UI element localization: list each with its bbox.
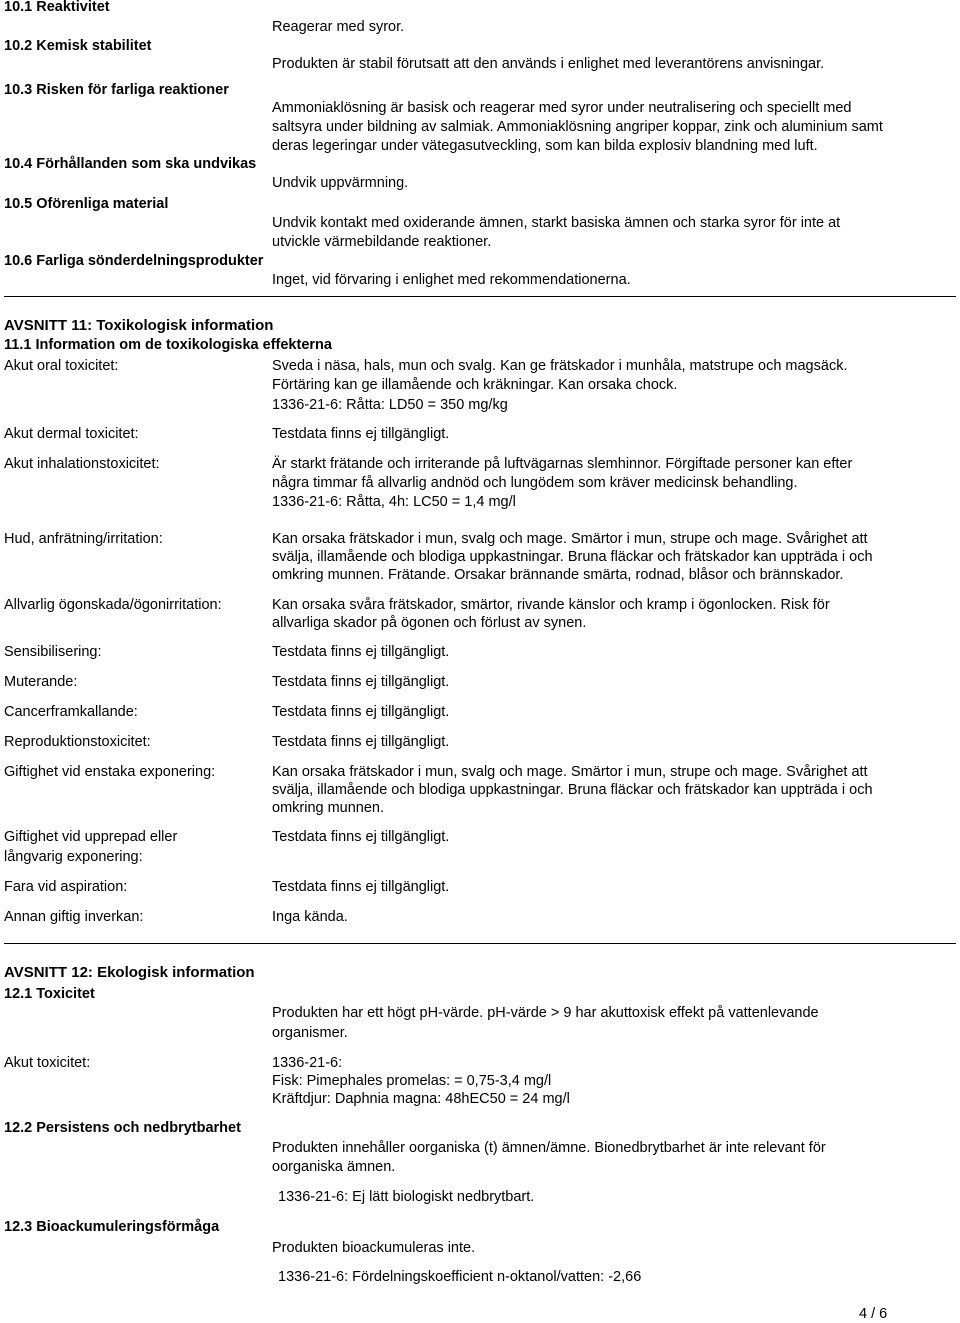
tox-value-skin-line1: Kan orsaka frätskador i mun, svalg och mage. Smärtor i mun, strupe och mage. Svårighet att — [272, 531, 868, 547]
tox-value-eye-line2: allvarliga skador på ögonen och förlust av synen. — [272, 615, 587, 631]
tox-value-other: Inga kända. — [272, 909, 348, 925]
heading-10-1: 10.1 Reaktivitet — [4, 0, 110, 15]
section-11-title: AVSNITT 11: Toxikologisk information — [4, 317, 274, 334]
text-10-6: Inget, vid förvaring i enlighet med rekommendationerna. — [272, 272, 631, 288]
tox-label-aspiration: Fara vid aspiration: — [4, 879, 128, 895]
tox-label-carcinogenic: Cancerframkallande: — [4, 704, 138, 720]
eco-value-acute-cas: 1336-21-6: — [272, 1055, 343, 1071]
heading-10-6: 10.6 Farliga sönderdelningsprodukter — [4, 253, 264, 269]
tox-label-reproductive: Reproduktionstoxicitet: — [4, 734, 151, 750]
tox-label-dermal: Akut dermal toxicitet: — [4, 426, 139, 442]
tox-label-mutagenic: Muterande: — [4, 674, 78, 690]
text-10-2: Produkten är stabil förutsatt att den används i enlighet med leverantörens anvisningar. — [272, 56, 825, 72]
eco-label-acute: Akut toxicitet: — [4, 1055, 91, 1071]
tox-value-single-exposure-line1: Kan orsaka frätskador i mun, svalg och mage. Smärtor i mun, strupe och mage. Svårighet att — [272, 764, 868, 780]
tox-value-mutagenic: Testdata finns ej tillgängligt. — [272, 674, 450, 690]
tox-value-skin-line2: svälja, illamående och blodiga uppkastningar. Bruna fläckar och frätskador kan uppträda i och — [272, 549, 873, 565]
heading-12-1: 12.1 Toxicitet — [4, 986, 95, 1002]
text-10-1: Reagerar med syror. — [272, 19, 405, 35]
heading-10-4: 10.4 Förhållanden som ska undvikas — [4, 156, 257, 172]
text-10-3-line3: deras legeringar under vätegasutveckling, som kan bilda explosiv blandning med luft. — [272, 138, 818, 154]
tox-label-repeated-exposure-line2: långvarig exponering: — [4, 849, 143, 865]
section-divider — [4, 296, 956, 297]
heading-10-3: 10.3 Risken för farliga reaktioner — [4, 82, 229, 98]
text-12-1-line2: organismer. — [272, 1025, 348, 1041]
tox-value-inhalation-lc50: 1336-21-6: Råtta, 4h: LC50 = 1,4 mg/l — [272, 494, 516, 510]
tox-label-other: Annan giftig inverkan: — [4, 909, 144, 925]
tox-value-carcinogenic: Testdata finns ej tillgängligt. — [272, 704, 450, 720]
tox-label-sensitization: Sensibilisering: — [4, 644, 102, 660]
tox-value-oral-line2: Förtäring kan ge illamående och kräkningar. Kan orsaka chock. — [272, 377, 678, 393]
eco-value-acute-fish: Fisk: Pimephales promelas: = 0,75-3,4 mg/l — [272, 1073, 552, 1089]
tox-value-aspiration: Testdata finns ej tillgängligt. — [272, 879, 450, 895]
tox-value-skin-line3: omkring munnen. Frätande. Orsakar brännande smärta, rodnad, blåsor och brännskador. — [272, 567, 844, 583]
heading-10-2: 10.2 Kemisk stabilitet — [4, 38, 152, 54]
text-10-4: Undvik uppvärmning. — [272, 175, 409, 191]
page-number: 4 / 6 — [859, 1306, 888, 1322]
tox-value-single-exposure-line2: svälja, illamående och blodiga uppkastningar. Bruna fläckar och frätskador kan uppträda i och — [272, 782, 873, 798]
text-10-5-line2: utvickle värmebildande reaktioner. — [272, 234, 492, 250]
tox-label-skin: Hud, anfrätning/irritation: — [4, 531, 163, 547]
text-10-3-line2: saltsyra under bildning av salmiak. Ammoniaklösning angriper koppar, zink och aluminium samt — [272, 119, 883, 135]
tox-label-repeated-exposure-line1: Giftighet vid upprepad eller — [4, 829, 178, 845]
text-12-2-line2: oorganiska ämnen. — [272, 1159, 396, 1175]
tox-label-eye: Allvarlig ögonskada/ögonirritation: — [4, 597, 222, 613]
tox-label-oral: Akut oral toxicitet: — [4, 358, 119, 374]
text-12-2-line1: Produkten innehåller oorganiska (t) ämnen/ämne. Bionedbrytbarhet är inte relevant för — [272, 1140, 826, 1156]
text-12-2-line3: 1336-21-6: Ej lätt biologiskt nedbrytbart. — [278, 1189, 535, 1205]
tox-value-inhalation-line1: Är starkt frätande och irriterande på luftvägarnas slemhinnor. Förgiftade personer kan efter — [272, 456, 853, 472]
tox-value-single-exposure-line3: omkring munnen. — [272, 800, 385, 816]
tox-value-oral-line1: Sveda i näsa, hals, mun och svalg. Kan ge frätskador i munhåla, matstrupe och magsäck. — [272, 358, 848, 374]
heading-11-1: 11.1 Information om de toxikologiska effekterna — [4, 337, 332, 353]
section-divider — [4, 943, 956, 944]
heading-12-2: 12.2 Persistens och nedbrytbarhet — [4, 1120, 241, 1136]
tox-value-repeated-exposure: Testdata finns ej tillgängligt. — [272, 829, 450, 845]
tox-value-dermal: Testdata finns ej tillgängligt. — [272, 426, 450, 442]
text-12-3-line2: 1336-21-6: Fördelningskoefficient n-oktanol/vatten: -2,66 — [278, 1269, 642, 1285]
section-12-title: AVSNITT 12: Ekologisk information — [4, 964, 255, 981]
heading-12-3: 12.3 Bioackumuleringsförmåga — [4, 1219, 220, 1235]
text-12-3-line1: Produkten bioackumuleras inte. — [272, 1240, 476, 1256]
tox-value-inhalation-line2: några timmar få allvarlig andnöd och lungödem som kräver medicinsk behandling. — [272, 475, 798, 491]
eco-value-acute-crustacean: Kräftdjur: Daphnia magna: 48hEC50 = 24 mg/l — [272, 1091, 570, 1107]
tox-value-oral-ld50: 1336-21-6: Råtta: LD50 = 350 mg/kg — [272, 397, 508, 413]
text-10-3-line1: Ammoniaklösning är basisk och reagerar med syror under neutralisering och speciellt med — [272, 100, 852, 116]
text-10-5-line1: Undvik kontakt med oxiderande ämnen, starkt basiska ämnen och starka syror för inte at — [272, 215, 841, 231]
tox-value-reproductive: Testdata finns ej tillgängligt. — [272, 734, 450, 750]
heading-10-5: 10.5 Oförenliga material — [4, 196, 169, 212]
tox-label-inhalation: Akut inhalationstoxicitet: — [4, 456, 160, 472]
tox-value-sensitization: Testdata finns ej tillgängligt. — [272, 644, 450, 660]
tox-label-single-exposure: Giftighet vid enstaka exponering: — [4, 764, 216, 780]
text-12-1-line1: Produkten har ett högt pH-värde. pH-värde > 9 har akuttoxisk effekt på vattenlevande — [272, 1005, 819, 1021]
tox-value-eye-line1: Kan orsaka svåra frätskador, smärtor, rivande känslor och kramp i ögonlocken. Risk för — [272, 597, 830, 613]
